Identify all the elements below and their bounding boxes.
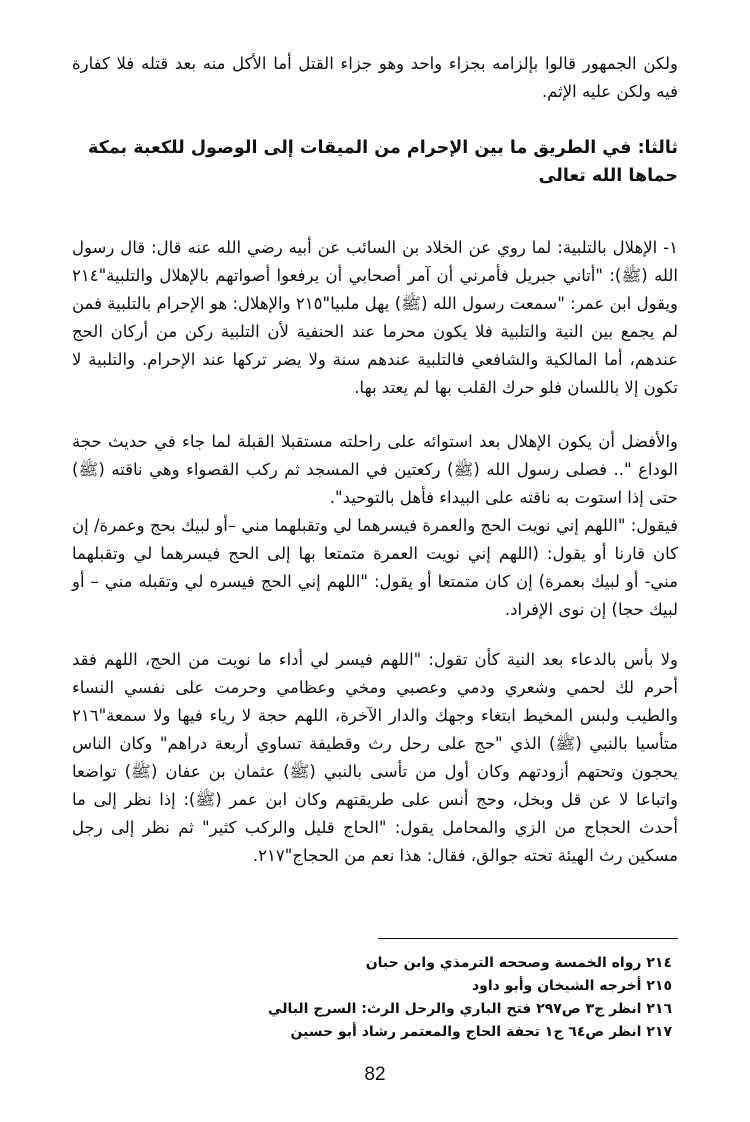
paragraph-best-practice: والأفضل أن يكون الإهلال بعد استوائه على راحلته مستقبلا القبلة لما جاء في حديث حجة الوداع ".. فصلى رسول الله (ﷺ) ركعتين في المسجد ثم ركب القصواء وهي ناقته (ﷺ) حتى إذا استوت به ناقته على البيداء فأهل بالتوحيد". bbox=[72, 432, 678, 507]
paragraph-talbiya: ١- الإهلال بالتلبية: لما روي عن الخلاد بن السائب عن أبيه رضي الله عنه قال: قال رسول الله (ﷺ): "أتاني جبريل فأمرني أن آمر أصحابي أن يرفعوا أصواتهم بالإهلال والتلبية"٢١٤ ويقول ابن عمر: "سمعت رسول الله (ﷺ) يهل ملبيا"٢١٥ والإهلال: هو الإحرام بالتلبية فمن لم يجمع بين النية والتلبية فلا يكون محرما عند الحنفية لأن التلبية ركن من أركان الحج عندهم، أما المالكية والشافعي فالتلبية عندهم سنة ولا يضر تركها عند الإحرام. والتلبية لا تكون إلا باللسان فلو حرك القلب بها لم يعتد بها. bbox=[72, 238, 678, 397]
paragraph-niyyah: فيقول: "اللهم إني نويت الحج والعمرة فيسرهما لي وتقبلهما مني –أو لبيك بحج وعمرة/ إن كان قارنا أو يقول: (اللهم إني نويت العمرة متمتعا بها إلى الحج فيسرهما لي وتقبلهما مني- أو لبيك بعمرة) إن كان متمتعا أو يقول: "اللهم إني الحج فيسره لي وتقبله مني – أو لبيك حجا) إن نوى الإفراد. bbox=[72, 516, 678, 619]
footnote-divider bbox=[378, 938, 678, 939]
footnote-216: ٢١٦ انظر ج٣ ص٢٩٧ فتح الباري والرحل الرث: السرج البالي bbox=[268, 1001, 672, 1017]
footnotes bbox=[252, 952, 672, 1044]
section-heading: ثالثا: في الطريق ما بين الإحرام من الميقات إلى الوصول للكعبة بمكة حماها الله تعالى bbox=[88, 138, 678, 186]
footnote-215: ٢١٥ أخرجه الشيخان وأبو داود bbox=[471, 978, 672, 994]
footnote-217: ٢١٧ انظر ص٦٤ ج١ تحفة الحاج والمعتمر رشاد أبو حسين bbox=[290, 1024, 672, 1040]
page-number: 82 bbox=[364, 1064, 386, 1085]
intro-paragraph: ولكن الجمهور قالوا بإلزامه بجزاء واحد وهو جزاء القتل أما الأكل منه بعد قتله فلا كفارة فيه ولكن عليه الإثم. bbox=[72, 54, 678, 101]
page-body bbox=[72, 50, 678, 870]
paragraph-dua: ولا بأس بالدعاء بعد النية كأن تقول: "اللهم فيسر لي أداء ما نويت من الحج، اللهم فقد أحرم لك لحمي وشعري ودمي وعصبي ومخي وعظامي وحرمت على نفسي النساء والطيب ولبس المخيط ابتغاء وجهك والدار الآخرة، اللهم حجة لا رياء فيها ولا سمعة"٢١٦ متأسيا بالنبي (ﷺ) الذي "حج على رحل رث وقطيفة تساوي أربعة دراهم" وكان الناس يحجون وتحتهم أزودتهم وكان أول من تأسى بالنبي (ﷺ) عثمان بن عفان (ﷺ) تواضعا واتباعا لا عن قل وبخل، وحج أنس على طريقتهم وكان ابن عمر (ﷺ): إذا نظر إلى ما أحدث الحجاج من الزي والمحامل يقول: "الحاج قليل والركب كثير" ثم نظر إلى رجل مسكين رث الهيئة تحته جوالق، فقال: هذا نعم من الحجاج"٢١٧. bbox=[72, 650, 678, 865]
footnote-214: ٢١٤ رواه الخمسة وصححه الترمذي وابن حبان bbox=[365, 955, 672, 971]
